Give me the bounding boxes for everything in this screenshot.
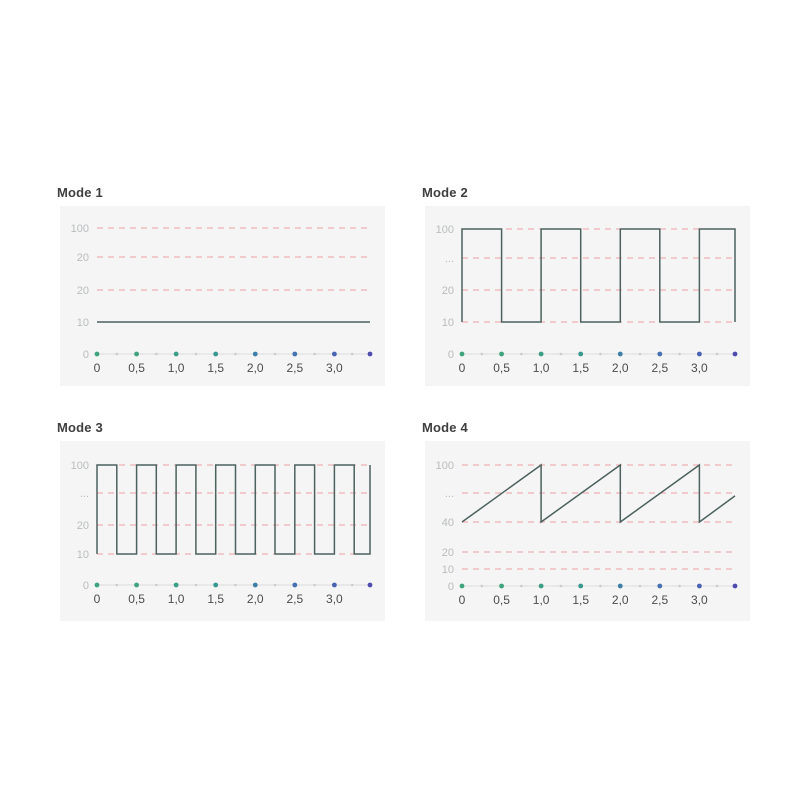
x-axis-dot (253, 583, 258, 588)
x-axis-dot (539, 584, 544, 589)
x-tick-label: 1,0 (167, 592, 185, 606)
x-axis-dot (657, 584, 662, 589)
y-tick-label: ... (444, 488, 454, 500)
y-tick-label: 20 (441, 285, 454, 297)
x-tick-label: 0 (458, 361, 466, 375)
x-axis-dot (618, 584, 623, 589)
y-tick-label: 0 (82, 580, 89, 592)
y-tick-label: 100 (435, 224, 454, 236)
y-tick-label: 10 (76, 317, 89, 329)
y-tick-label: 0 (447, 581, 454, 593)
x-tick-label: 1,5 (572, 361, 590, 375)
y-tick-label: 40 (441, 517, 454, 529)
x-axis-dot (499, 352, 504, 357)
chart-block-mode-2 (422, 185, 750, 386)
line-chart-mode-2 (425, 206, 750, 386)
chart-title: Mode 3 (57, 420, 103, 435)
y-tick-label: 100 (70, 223, 89, 235)
chart-panel (425, 206, 750, 386)
x-tick-label: 2,0 (246, 592, 264, 606)
y-tick-label: 20 (76, 285, 89, 297)
x-tick-label: 1,0 (167, 361, 185, 375)
y-tick-label: 100 (435, 460, 454, 472)
x-tick-label: 3,0 (691, 593, 708, 607)
chart-title: Mode 2 (422, 185, 468, 200)
y-tick-label: ... (444, 253, 454, 265)
x-axis-dot (134, 352, 139, 357)
x-axis-dot (539, 352, 544, 357)
y-tick-label: 0 (82, 349, 89, 361)
x-axis-dot (460, 352, 465, 357)
x-axis-dot (292, 583, 297, 588)
x-axis-dot (332, 583, 337, 588)
x-axis-dot (578, 584, 583, 589)
x-axis-dot (697, 352, 702, 357)
y-tick-label: 10 (441, 317, 454, 329)
x-axis-dot (95, 352, 100, 357)
x-tick-label: 0,5 (493, 361, 510, 375)
x-axis-dot (95, 583, 100, 588)
y-tick-label: 0 (447, 349, 454, 361)
chart-panel (425, 441, 750, 621)
x-tick-label: 2,0 (246, 361, 264, 375)
chart-block-mode-4 (422, 420, 750, 621)
x-axis-dot (733, 584, 738, 589)
x-tick-label: 3,0 (326, 361, 343, 375)
chart-panel (60, 441, 385, 621)
y-tick-label: 20 (76, 252, 89, 264)
x-axis-dot (368, 352, 373, 357)
x-tick-label: 2,5 (651, 593, 669, 607)
x-axis-dot (332, 352, 337, 357)
y-tick-label: 10 (76, 549, 89, 561)
chart-panel (60, 206, 385, 386)
line-chart-mode-4 (425, 441, 750, 621)
x-tick-label: 2,5 (286, 361, 304, 375)
x-tick-label: 0 (458, 593, 466, 607)
chart-block-mode-1 (57, 185, 385, 386)
line-chart-mode-3 (60, 441, 385, 621)
x-tick-label: 0,5 (128, 592, 145, 606)
x-axis-dot (213, 583, 218, 588)
x-axis-dot (697, 584, 702, 589)
x-axis-dot (368, 583, 373, 588)
x-axis-dot (499, 584, 504, 589)
x-tick-label: 0,5 (128, 361, 145, 375)
x-tick-label: 1,0 (532, 361, 550, 375)
x-tick-label: 0 (93, 361, 101, 375)
x-axis-dot (578, 352, 583, 357)
x-axis-dot (460, 584, 465, 589)
x-tick-label: 3,0 (691, 361, 708, 375)
chart-title: Mode 4 (422, 420, 468, 435)
line-chart-mode-1 (60, 206, 385, 386)
y-tick-label: 100 (70, 460, 89, 472)
signal-line (462, 229, 735, 322)
x-tick-label: 3,0 (326, 592, 343, 606)
x-tick-label: 2,0 (611, 593, 629, 607)
chart-title: Mode 1 (57, 185, 103, 200)
x-axis-dot (618, 352, 623, 357)
x-tick-label: 1,0 (532, 593, 550, 607)
y-tick-label: 20 (441, 547, 454, 559)
x-tick-label: 1,5 (207, 592, 225, 606)
signal-line (97, 465, 370, 554)
x-axis-dot (657, 352, 662, 357)
x-axis-dot (213, 352, 218, 357)
x-tick-label: 2,0 (611, 361, 629, 375)
y-tick-label: ... (79, 488, 89, 500)
y-tick-label: 10 (441, 564, 454, 576)
y-tick-label: 20 (76, 520, 89, 532)
x-axis-dot (174, 352, 179, 357)
x-axis-dot (253, 352, 258, 357)
x-tick-label: 2,5 (286, 592, 304, 606)
x-axis-dot (292, 352, 297, 357)
x-tick-label: 2,5 (651, 361, 669, 375)
x-axis-dot (134, 583, 139, 588)
x-axis-dot (733, 352, 738, 357)
x-tick-label: 0 (93, 592, 101, 606)
chart-block-mode-3 (57, 420, 385, 621)
x-tick-label: 1,5 (572, 593, 590, 607)
x-axis-dot (174, 583, 179, 588)
x-tick-label: 1,5 (207, 361, 225, 375)
x-tick-label: 0,5 (493, 593, 510, 607)
